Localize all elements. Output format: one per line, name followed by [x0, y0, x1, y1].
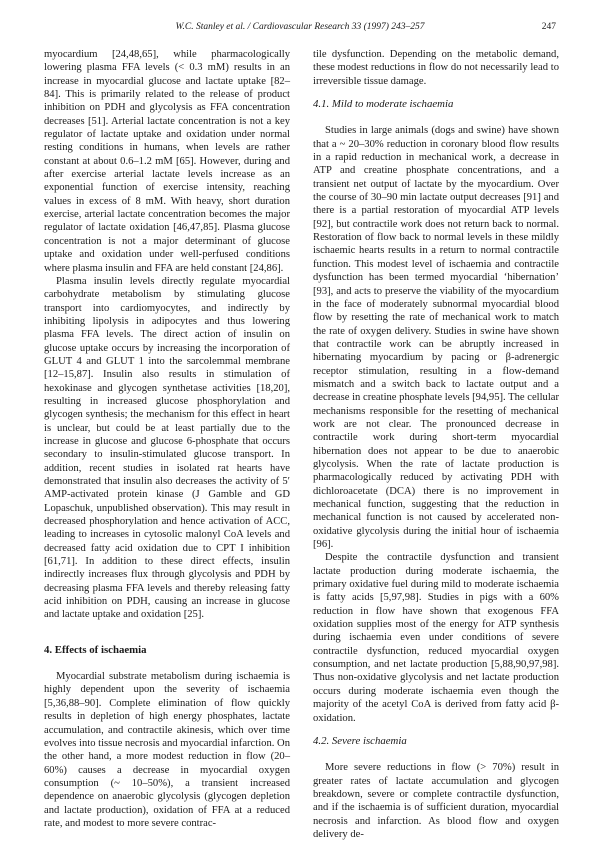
left-column [44, 48, 290, 830]
paragraph-severe-ischaemia: More severe reductions in flow (> 70%) result in greater rates of lactate accumulation and glycogen breakdown, severe or complete contractile dysfunction, and if the ischaemia is of sufficient duration, myocardial necrosis and infarction. As blood flow and oxygen delivery de- [313, 762, 559, 840]
section-spacer [44, 622, 290, 644]
subsection-heading-severe: 4.2. Severe ischaemia [313, 734, 407, 747]
heading-spacer [313, 748, 559, 761]
section-heading: 4. Effects of ischaemia [44, 643, 147, 656]
section-spacer [313, 725, 559, 735]
paragraph-continued: myocardium [24,48,65], while pharmacologically lowering plasma FFA levels (< 0.3 mM) results in an increase in myocardial glucose and lactate uptake [82–84]. This is primarily related to the release of product inhibition on PDH and glycolysis as FFA concentration decreases [51]. Arterial lactate concentration is not a key regulator of lactate uptake and oxidation under normal resting conditions in humans, when levels are rather constant at about 0.6–1.2 mM [65]. However, during and after exercise arterial lactate levels increase as an exponential function of exercise intensity, reaching values in excess of 8 mM. With heavy, short duration exercise, arterial lactate concentration becomes the major regulator of lactate oxidation [46,47,85]. Plasma glucose concentration is not a major determinant of glucose uptake and oxidation under well-perfused conditions where plasma insulin and FFA are held constant [24,86]. [44, 49, 290, 274]
heading-spacer [44, 657, 290, 670]
page-number: 247 [541, 22, 556, 32]
heading-spacer [313, 111, 559, 124]
running-title: W.C. Stanley et al. / Cardiovascular Research 33 (1997) 243–257 [175, 22, 425, 32]
right-column [313, 48, 559, 841]
section-spacer [313, 88, 559, 98]
paragraph-mild-ischaemia: Studies in large animals (dogs and swine) have shown that a ~ 20–30% reduction in coronary blood flow results in a rapid reduction in mechanical work, a decrease in ATP and creatine phosphate concentrations, and a transient net output of lactate by the myocardium. Over the course of 30–90 min lactate output decreases [91] and there is a partial restoration of myocardial ATP levels [92], but contractile work does not return back to normal. Restoration of flow back to normal levels in these mildly ischaemic hearts results in a return to normal contractile function. This modest level of ischaemia and contractile dysfunction has been termed myocardial ‘hibernation’ [93], and acts to preserve the viability of the myocardium in the face of moderately subnormal myocardial blood flow by resetting the rate of mechanical work to match the rate of oxygen delivery. Studies in swine have shown that contractile work can be abruptly increased in hibernating myocardium by pacing or β-adrenergic receptor stimulation, resulting in a flow-demand mismatch and a switch back to lactate output and a decrease in creatine phosphate levels [94,95]. The cellular mechanisms responsible for the resetting of mechanical work are not clear. The pronounced decrease in contractile work during short-term myocardial hibernation does not appear to be due to anaerobic glycolysis. When the rate of lactate production is pharmacologically reduced by activating PDH with dichloroacetate (DCA) there is no improvement in mechanical function, suggesting that the reduction in mechanical function is not caused by accelerated non-oxidative glycolysis during the initial hour of ischaemia [96]. [313, 125, 559, 551]
subsection-heading-mild: 4.1. Mild to moderate ischaemia [313, 98, 454, 111]
running-header [44, 22, 556, 36]
paragraph-ischaemia: Myocardial substrate metabolism during ischaemia is highly dependent upon the severity of ischaemia [5,36,88–90]. Complete elimination of flow quickly results in depletion of high energy phosphates, lactate accumulation, and contractile akinesis, which over time evolves into tissue necrosis and myocardial infarction. On the other hand, a more modest reduction in flow (20–60%) causes a decrease in myocardial oxygen consumption (~ 10–50%), a transient increased dependence on anaerobic glycolysis (glycogen depletion and lactate production), oxidation of FFA at a reduced rate, and modest to more severe contrac- [44, 671, 290, 829]
paragraph-insulin: Plasma insulin levels directly regulate myocardial carbohydrate metabolism by stimulating glucose transport into cardiomyocytes, and indirectly by inhibiting lipolysis in adipocytes and thus lowering plasma FFA levels. The direct action of insulin on glucose uptake occurs by increasing the incorporation of GLUT 4 and GLUT 1 into the sarcolemmal membrane [12–15,87]. Insulin also results in stimulation of hexokinase and glycogen synthetase activities [18,20], resulting in increased glucose phosphorylation and glycogen synthesis; the mechanism for this effect in heart is unclear, but could be at least partially due to the increase in glucose and glucose 6-phosphate that occurs secondary to insulin-stimulated glucose transport. In addition, recent studies in isolated rat hearts have demonstrated that insulin also decreases the activity of 5′ AMP-activated protein kinase (J Gamble and GD Lopaschuk, unpublished observation). This may result in decreased phosphorylation and hence activation of ACC, leading to increases in cytosolic malonyl CoA levels and decreased fatty acid oxidation due to CPT I inhibition [61,71]. In addition to these direct effects, insulin indirectly increases flux through glycolysis and PDH by decreasing plasma FFA levels and thereby releasing fatty acid inhibition on PDH, causing an increase in glucose and lactate uptake and oxidation [25]. [44, 275, 290, 621]
paragraph-continued: tile dysfunction. Depending on the metabolic demand, these modest reductions in flow do not necessarily lead to irreversible tissue damage. [313, 49, 559, 87]
paragraph-mild-ischaemia-fuel: Despite the contractile dysfunction and transient lactate production during moderate ischaemia, the primary oxidative fuel during mild to moderate ischaemia is fatty acids [5,97,98]. Studies in pigs with a 60% reduction in flow have shown that exogenous FFA oxidation supplies most of the energy for ATP synthesis during ischaemia even under conditions of severe contractile dysfunction, reduced myocardial oxygen consumption, and net lactate production [5,88,90,97,98]. Thus non-oxidative glycolysis and net lactate production occurs during moderate ischaemia even though the majority of the acetyl CoA is derived from fatty acid β-oxidation. [313, 552, 559, 724]
